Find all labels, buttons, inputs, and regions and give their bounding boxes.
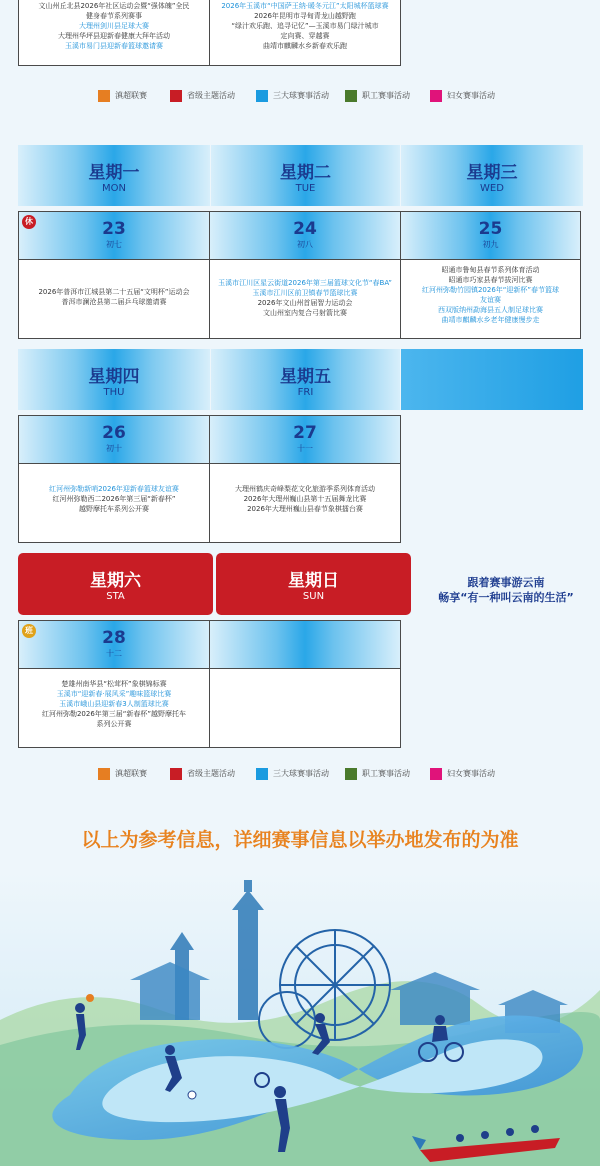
event-text: 红河州弥勒新哨2026年迎新春篮球友谊赛	[49, 485, 179, 493]
event-text: 玉溪市江川区星云街道2026年第三届篮球文化节“春BA”	[218, 279, 392, 287]
event-text: 昭通市巧家县春节拔河比赛	[448, 276, 533, 284]
legend-item: 三大球赛事活动	[256, 89, 329, 103]
legend-item: 职工赛事活动	[345, 89, 410, 103]
weekday-header-tue: 星期二 TUE	[211, 145, 400, 206]
event-text: 系列公开赛	[96, 720, 132, 728]
legend-item: 职工赛事活动	[345, 767, 410, 781]
weekday-header-sun: 星期日 SUN	[216, 553, 411, 615]
yunnan-sports-illustration	[0, 870, 600, 1166]
event-text: 玉溪市峨山县迎新春3人制篮球比赛	[59, 700, 169, 708]
event-text: 大理州剑川县足球大赛	[79, 22, 149, 30]
slogan-line-1: 跟着赛事游云南	[467, 576, 545, 589]
event-text: 红河州弥勒2026年第三届“新春杯”越野摩托车	[41, 710, 187, 718]
weekday-header-fri: 星期五 FRI	[211, 349, 400, 410]
date-header: 23 初七	[19, 212, 209, 260]
square-icon	[345, 90, 357, 102]
event-text: 2026年玉溪市“中国萨王纳·暖冬元江”太阳城杯篮球赛	[221, 2, 389, 10]
day-cell-26	[18, 415, 210, 543]
legend-item: 省级主题活动	[170, 89, 235, 103]
event-text: 大理州华坪县迎新春健康大拜年活动	[58, 32, 170, 40]
day-cell-24	[209, 211, 401, 339]
square-icon	[98, 768, 110, 780]
workday-badge: 班	[22, 624, 36, 638]
legend-item: 滇超联赛	[98, 767, 147, 781]
legend-item: 滇超联赛	[98, 89, 147, 103]
legend	[0, 89, 600, 103]
date-header: 28 十二	[19, 621, 209, 669]
header-bar-filler	[401, 349, 583, 410]
date-header: 24 初八	[210, 212, 400, 260]
day-cell-23	[18, 211, 210, 339]
event-text: 2026年昆明市寻甸青龙山越野跑	[254, 12, 356, 20]
slogan-line-2: 畅享“有一种叫云南的生活”	[438, 591, 574, 604]
legend-item: 三大球赛事活动	[256, 767, 329, 781]
weekday-header-wed: 星期三 WED	[401, 145, 583, 206]
event-text: 友谊赛	[480, 296, 501, 304]
day-cell-25	[400, 211, 581, 339]
event-text: 2026年普洱市江城县第二十五届“文明杯”运动会	[38, 288, 190, 296]
event-text: 昭通市鲁甸县春节系列体育活动	[441, 266, 540, 274]
event-text: 西双版纳州勐海县五人制足球比赛	[438, 306, 543, 314]
square-icon	[98, 90, 110, 102]
event-text: 文山州室内复合弓射箭比赛	[263, 309, 347, 317]
day-cell-27	[209, 415, 401, 543]
top-cell-right	[209, 0, 401, 66]
square-icon	[170, 768, 182, 780]
legend-item: 妇女赛事活动	[430, 767, 495, 781]
legend	[0, 767, 600, 781]
square-icon	[430, 90, 442, 102]
footer-note: 以上为参考信息，详细赛事信息以举办地发布的为准	[81, 829, 519, 851]
date-header	[210, 621, 400, 669]
square-icon	[256, 768, 268, 780]
event-text: 红河州弥勒西二2026年第三届“新春杯”	[52, 495, 176, 503]
event-text: 红河州弥勒竹园镇2026年“迎新杯”春节篮球	[421, 286, 560, 294]
legend-item: 省级主题活动	[170, 767, 235, 781]
event-text: 玉溪市易门县迎新春篮球邀请赛	[65, 42, 163, 50]
event-text: 楚雄州南华县“松茸杯”象棋锦标赛	[61, 680, 167, 688]
legend-item: 妇女赛事活动	[430, 89, 495, 103]
event-text: 健身春节系列赛事	[86, 12, 142, 20]
square-icon	[170, 90, 182, 102]
event-text: 曲靖市麒麟水乡老年健康慢步走	[441, 316, 540, 324]
date-header: 27 十一	[210, 416, 400, 464]
weekday-header-thu: 星期四 THU	[18, 349, 210, 410]
event-text: 大理州鹤庆奇峰梨花文化旅游季系列体育活动	[235, 485, 375, 493]
event-text: 普洱市澜沧县第二届乒乓球邀请赛	[61, 298, 167, 306]
date-header: 25 初九	[401, 212, 580, 260]
day-cell-28	[18, 620, 210, 748]
event-text: 越野摩托车系列公开赛	[79, 505, 149, 513]
event-text: 2026年文山州首届智力运动会	[257, 299, 353, 307]
square-icon	[430, 768, 442, 780]
event-text: 曲靖市麒麟水乡新春欢乐跑	[263, 42, 347, 50]
event-text: 玉溪市江川区前卫镇春节篮球比赛	[252, 289, 358, 297]
date-header: 26 初十	[19, 416, 209, 464]
day-cell-empty	[209, 620, 401, 748]
square-icon	[345, 768, 357, 780]
weekday-header-sat: 星期六 STA	[18, 553, 213, 615]
event-text: 2026年大理州巍山县第十五届舞龙比赛	[243, 495, 367, 503]
top-cell-left	[18, 0, 210, 66]
holiday-badge: 休	[22, 215, 36, 229]
square-icon	[256, 90, 268, 102]
weekday-header-mon: 星期一 MON	[18, 145, 210, 206]
slogan	[412, 575, 600, 605]
event-text: 定向赛、穿越赛	[280, 32, 330, 40]
event-text: “绿汁欢乐跑、追寻记忆”—玉溪市易门绿汁城市	[231, 22, 379, 30]
event-text: 文山州丘北县2026年社区运动会暨“强体魄”全民	[38, 2, 190, 10]
event-text: 2026年大理州巍山县春节象棋擂台赛	[247, 505, 363, 513]
event-text: 玉溪市“迎新春·展风采”趣味篮球比赛	[56, 690, 172, 698]
